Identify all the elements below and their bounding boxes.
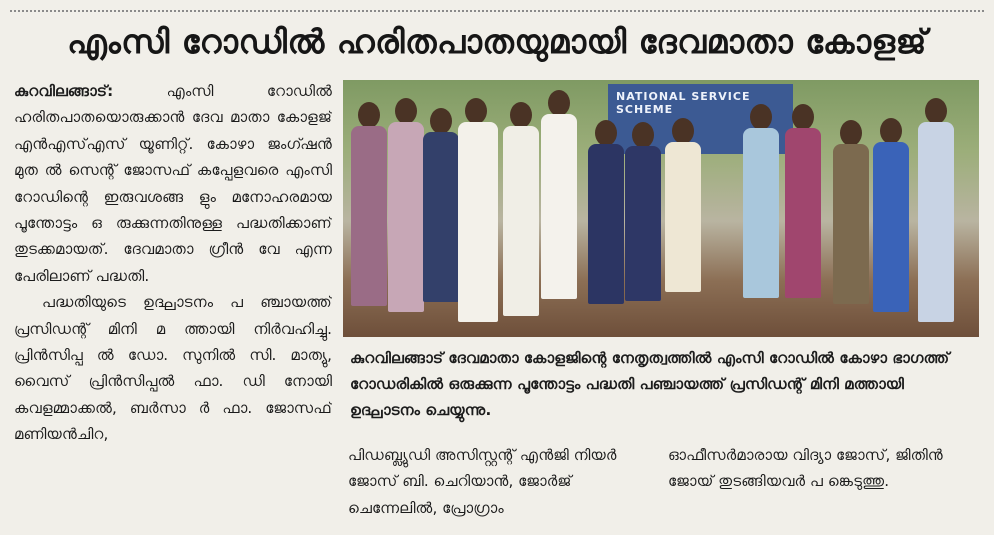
paragraph-2: പദ്ധതിയുടെ ഉദ്ഘാടനം പ ഞ്ചായത്ത് പ്രസിഡന്റ് മിനി മ ത്തായി നിർവഹിച്ചു. പ്രിൻസിപ്പ ൽ ഡോ. സുനിൽ സി. മാത്യു, വൈസ് പ്രിൻസിപ്പൽ ഫാ. ഡി നോയി കവളമ്മാക്കൽ, ബർസാ ർ ഫാ. ജോസഫ് മണിയൻചിറ, xyxy=(14,293,332,444)
paragraph-1-text: എംസി റോഡിൽ ഹരിതപാതയൊരുക്കാൻ ദേവ മാതാ കോളജ് എൻഎസ്എസ് യൂണിറ്റ്. കോഴാ ജംഗ്ഷൻ മുത ൽ സെന്റ് ജോസഫ് കപ്പേളവരെ എംസി റോഡിന്റെ ഇരുവശങ്ങ ളും മനോഹരമായ പൂന്തോട്ടം ഒ രുക്കുന്നതിനുള്ള പദ്ധതിക്കാണ് തുടക്കമായത്. ദേവമാതാ ഗ്രീൻ വേ എന്ന പേരിലാണ് പദ്ധതി. xyxy=(14,82,332,285)
news-photo xyxy=(343,80,979,337)
photo-caption: കുറവിലങ്ങാട് ദേവമാതാ കോളജിന്റെ നേതൃത്വത്തിൽ എംസി റോഡിൽ കോഴാ ഭാഗത്ത് റോഡരികിൽ ഒരുക്കുന്ന പൂന്തോട്ടം പദ്ധതി പഞ്ചായത്ത് പ്രസിഡന്റ് മിനി മത്തായി ഉദ്ഘാടനം ചെയ്യുന്നു. xyxy=(350,349,950,419)
article-column-middle: പിഡബ്ല്യുഡി അസിസ്റ്റന്റ് എൻജി നിയർ ജോസ് ബി. ചെറിയാൻ, ജോർജ് ചെന്നേലിൽ, പ്രോഗ്രാം xyxy=(348,446,617,517)
paragraph-1 xyxy=(14,78,332,289)
article-column-left xyxy=(14,78,332,528)
nss-banner: NATIONAL SERVICE SCHEME xyxy=(608,84,793,154)
article-column-right: ഓഫീസർമാരായ വിദ്യാ ജോസ്, ജിതിൻ ജോയ് തുടങ്ങിയവർ പ ങ്കെടുത്തു. xyxy=(668,446,943,491)
dateline: കുറവിലങ്ങാട്: xyxy=(14,82,114,100)
headline: എംസി റോഡിൽ ഹരിതപാതയുമായി ദേവമാതാ കോളജ് xyxy=(67,22,927,61)
top-dotted-rule xyxy=(10,10,984,12)
